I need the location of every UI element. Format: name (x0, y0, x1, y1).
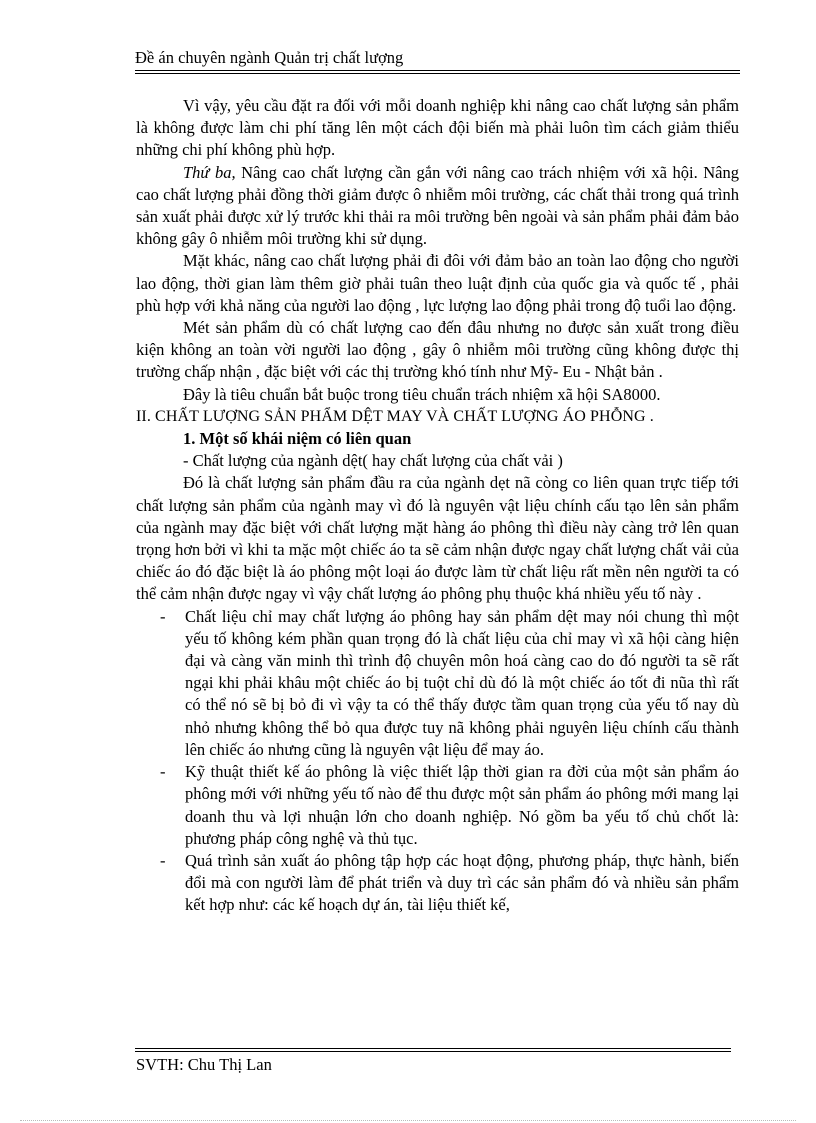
paragraph: Mét sản phẩm dù có chất lượng cao đến đâu nhưng no được sản xuất trong điều kiện không an toàn vời người lao động , gây ô nhiễm môi trường cũng không được thị trường chấp nhận , đặc biệt với các thị trường khó tính như Mỹ- Eu - Nhật bản . (136, 318, 739, 382)
bullet-marker: - (160, 850, 166, 870)
list-item-text: Chất liệu chỉ may chất lượng áo phông hay sản phẩm dệt may nói chung thì một yếu tố không kém phần quan trọng đó là chất liệu của chỉ may vì xã hội càng hiện đại và càng văn minh thì trình độ chuyên môn hoá càng cao do đó người ta sẽ rất ngại khi phải khâu một chiếc áo bị tuột chỉ dù đó là một chiếc áo tốt đi nũa thì rất có thể nó sẽ bị bỏ đi vì vậy ta có thể thấy được tầm quan trọng của yếu tố nay dù nhỏ nhưng không thể bỏ qua được tuy nã không phải nguyên liệu chính cấu thành lên chiếc áo nhưng cũng là nguyên vật liệu để may áo. (185, 606, 739, 759)
subsection-heading: 1. Một số khái niệm có liên quan (183, 429, 412, 449)
document-body (136, 95, 739, 917)
paragraph-lead: Thứ ba, (183, 162, 236, 182)
header-rule-secondary (135, 73, 740, 74)
section-heading: II. CHẤT LƯỢNG SẢN PHẨM DỆT MAY VÀ CHẤT LƯỢNG ÁO PHỖNG . (136, 407, 654, 425)
header-rule (135, 70, 740, 71)
paragraph-text: Nâng cao chất lượng cần gắn với nâng cao trách nhiệm với xã hội. Nâng cao chất lượng phải đồng thời giảm được ô nhiễm môi trường, các chất thải trong quá trình sản xuất phải được xử lý trước khi thải ra môi trường bên ngoài và sản phẩm phải đảm bảo không gây ô nhiễm môi trường khi sử dụng. (136, 162, 739, 249)
paragraph: Vì vậy, yêu cầu đặt ra đối với mỗi doanh nghiệp khi nâng cao chất lượng sản phẩm là không được làm chi phí tăng lên một cách đội biến mà phải luôn tìm cách giảm thiểu những chi phí không phù hợp. (136, 96, 739, 160)
paragraph: Đây là tiêu chuẩn bắt buộc trong tiêu chuẩn trách nhiệm xã hội SA8000. (183, 384, 661, 404)
list-item (136, 761, 739, 850)
bullet-marker: - (160, 762, 166, 782)
list-item-text: Quá trình sản xuất áo phông tập hợp các hoạt động, phương pháp, thực hành, biến đổi mà con người làm để phát triển và duy trì các sản phẩm đó và nhiều sản phẩm kết hợp như: các kế hoạch dự án, tài liệu thiết kế, (185, 850, 739, 915)
list-item (136, 606, 739, 761)
list-item (136, 850, 739, 917)
paragraph: Mặt khác, nâng cao chất lượng phải đi đôi với đảm bảo an toàn lao động cho người lao động, thời gian làm thêm giờ phải tuân theo luật định của quốc gia và quốc tế , phải phù hợp với khả năng của người lao động , lực lượng lao động phải trong độ tuổi lao động. (136, 251, 739, 315)
footer-rule (135, 1048, 731, 1049)
footer-rule-secondary (135, 1051, 731, 1052)
paragraph: Đó là chất lượng sản phẩm đầu ra của ngành dẹt nã còng co liên quan trực tiếp tới chất lượng sản phẩm của ngành may vì đó là nguyên vật liệu chính cấu tạo lên sản phẩm của ngành may đặc biệt với chất lượng mặt hàng áo phông thì điều này càng trở lên quan trọng hơn bởi vì khi ta mặc một chiếc áo ta sẽ cảm nhận được ngay chất lượng chất vải của chiếc áo đó đặc biệt là áo phông một loại áo được làm từ chất liệu rất mền nên người ta có thể cảm nhận được ngay vì vậy chất lượng áo phông phụ thuộc khá nhiều yếu tố này . (136, 473, 739, 604)
sub-item: - Chất lượng của ngành dệt( hay chất lượng của chất vải ) (183, 451, 563, 471)
page-footer-author: SVTH: Chu Thị Lan (136, 1055, 272, 1074)
page-header-title: Đề án chuyên ngành Quản trị chất lượng (135, 48, 404, 67)
bullet-marker: - (160, 606, 166, 626)
list-item-text: Kỹ thuật thiết kế áo phông là việc thiết lập thời gian ra đời của một sản phẩm áo phông mới với những yếu tố nào để thu được một sản phẩm áo phông mới mang lại doanh thu và lợi nhuận lớn cho doanh nghiệp. Nó gồm ba yếu tố chủ chốt là: phương pháp công nghệ và thủ tục. (185, 762, 739, 848)
page-edge-divider (20, 1120, 796, 1121)
paragraph (136, 162, 739, 251)
